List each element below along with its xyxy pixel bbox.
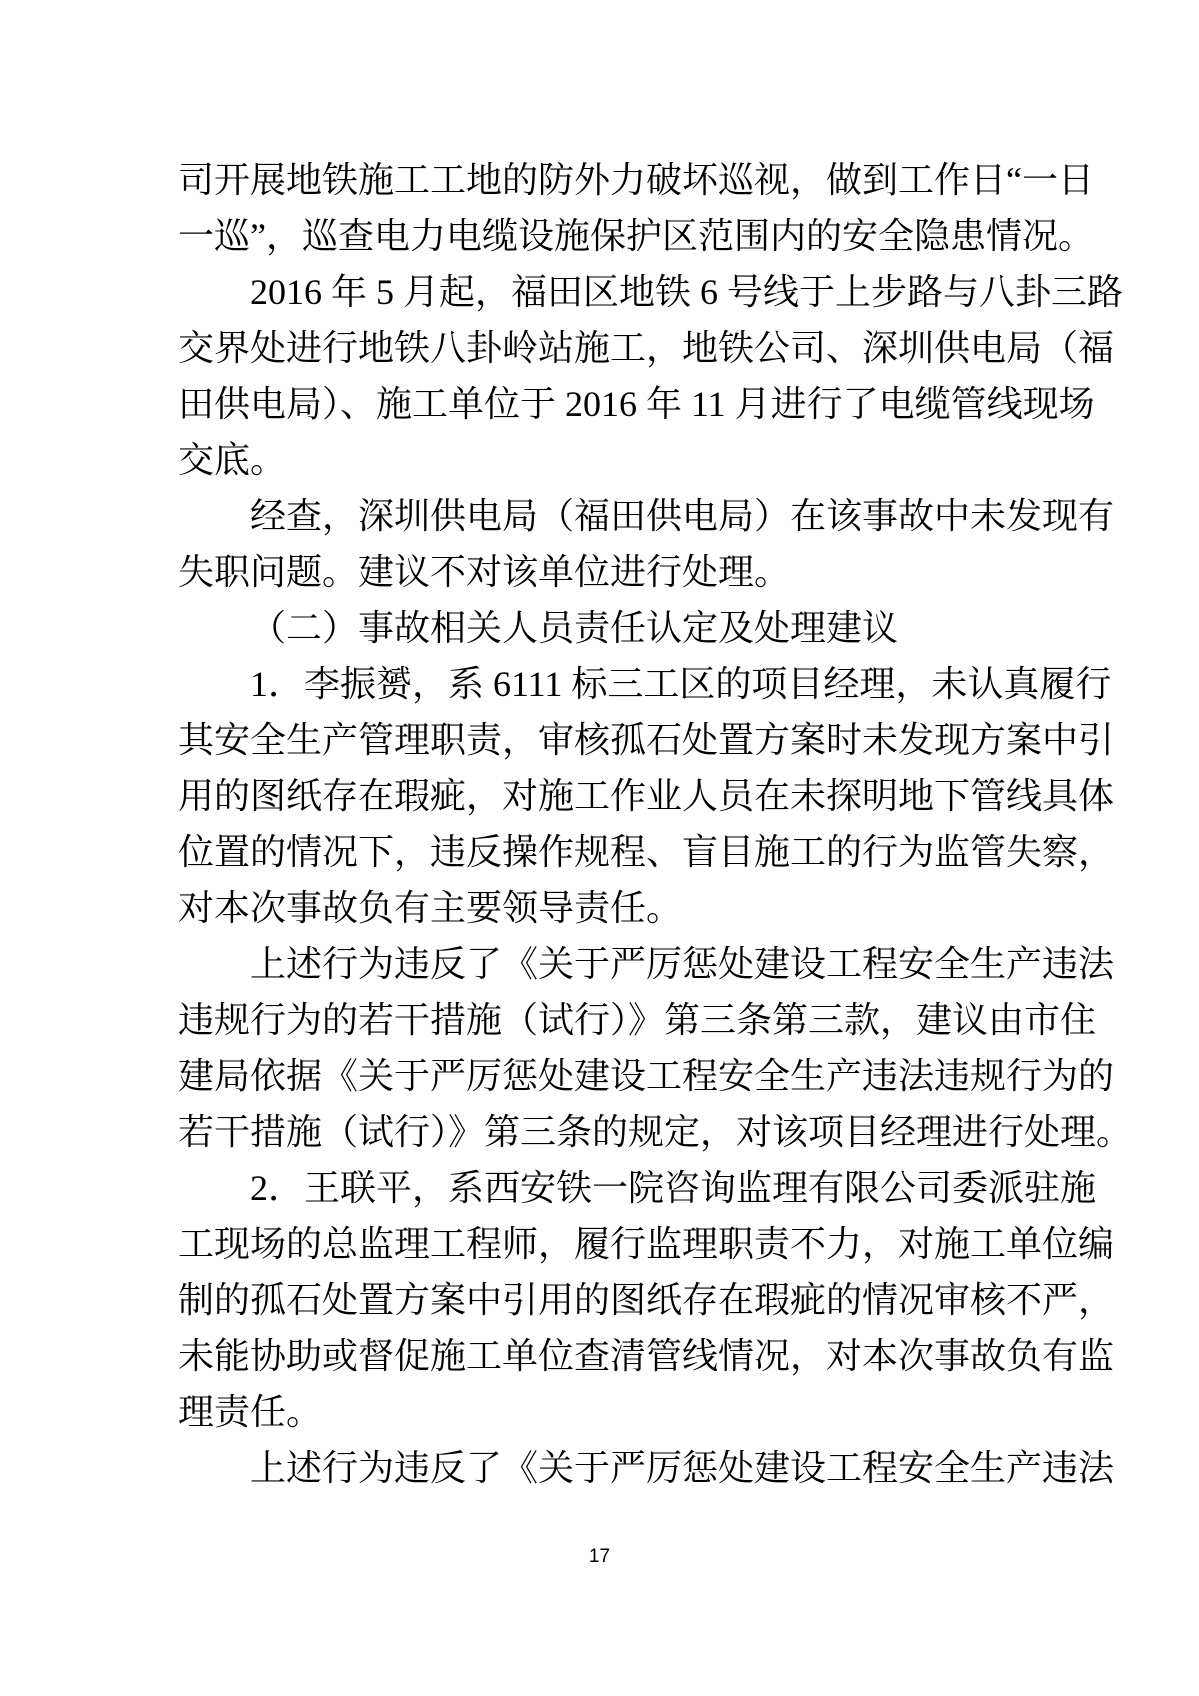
text-line: 上述行为违反了《关于严厉惩处建设工程安全生产违法 [250,1448,1115,1488]
text-line: 交底。 [178,440,287,480]
text-line: 司开展地铁施工工地的防外力破坏巡视，做到工作日“一日 [178,160,1094,200]
text-line: 上述行为违反了《关于严厉惩处建设工程安全生产违法 [250,944,1115,984]
text-line: 位置的情况下，违反操作规程、盲目施工的行为监管失察， [178,832,1115,872]
text-line: 建局依据《关于严厉惩处建设工程安全生产违法违规行为的 [178,1056,1115,1096]
text-line: 2016 年 5 月起，福田区地铁 6 号线于上步路与八卦三路 [250,272,1124,312]
page-number: 17 [588,1546,611,1567]
text-line: 交界处进行地铁八卦岭站施工，地铁公司、深圳供电局（福 [178,328,1115,368]
text-line: 2．王联平，系西安铁一院咨询监理有限公司委派驻施 [250,1168,1097,1208]
text-line: 1．李振赟，系 6111 标三工区的项目经理，未认真履行 [250,664,1112,704]
text-line: 制的孤石处置方案中引用的图纸存在瑕疵的情况审核不严， [178,1280,1115,1320]
text-line: 田供电局）、施工单位于 2016 年 11 月进行了电缆管线现场 [178,384,1095,424]
section-heading: （二）事故相关人员责任认定及处理建议 [250,608,899,648]
text-line: 经查，深圳供电局（福田供电局）在该事故中未发现有 [250,496,1115,536]
text-line: 若干措施（试行）》第三条的规定，对该项目经理进行处理。 [178,1112,1133,1152]
text-line: 理责任。 [178,1392,323,1432]
text-line: 工现场的总监理工程师，履行监理职责不力，对施工单位编 [178,1224,1115,1264]
text-line: 违规行为的若干措施（试行）》第三条第三款，建议由市住 [178,1000,1097,1040]
text-line: 一巡”，巡查电力电缆设施保护区范围内的安全隐患情况。 [178,216,1094,256]
text-line: 用的图纸存在瑕疵，对施工作业人员在未探明地下管线具体 [178,776,1115,816]
text-line: 失职问题。建议不对该单位进行处理。 [178,552,791,592]
document-body [178,152,1133,1496]
text-line: 未能协助或督促施工单位查清管线情况，对本次事故负有监 [178,1336,1115,1376]
text-line: 其安全生产管理职责，审核孤石处置方案时未发现方案中引 [178,720,1115,760]
text-line: 对本次事故负有主要领导责任。 [178,888,683,928]
